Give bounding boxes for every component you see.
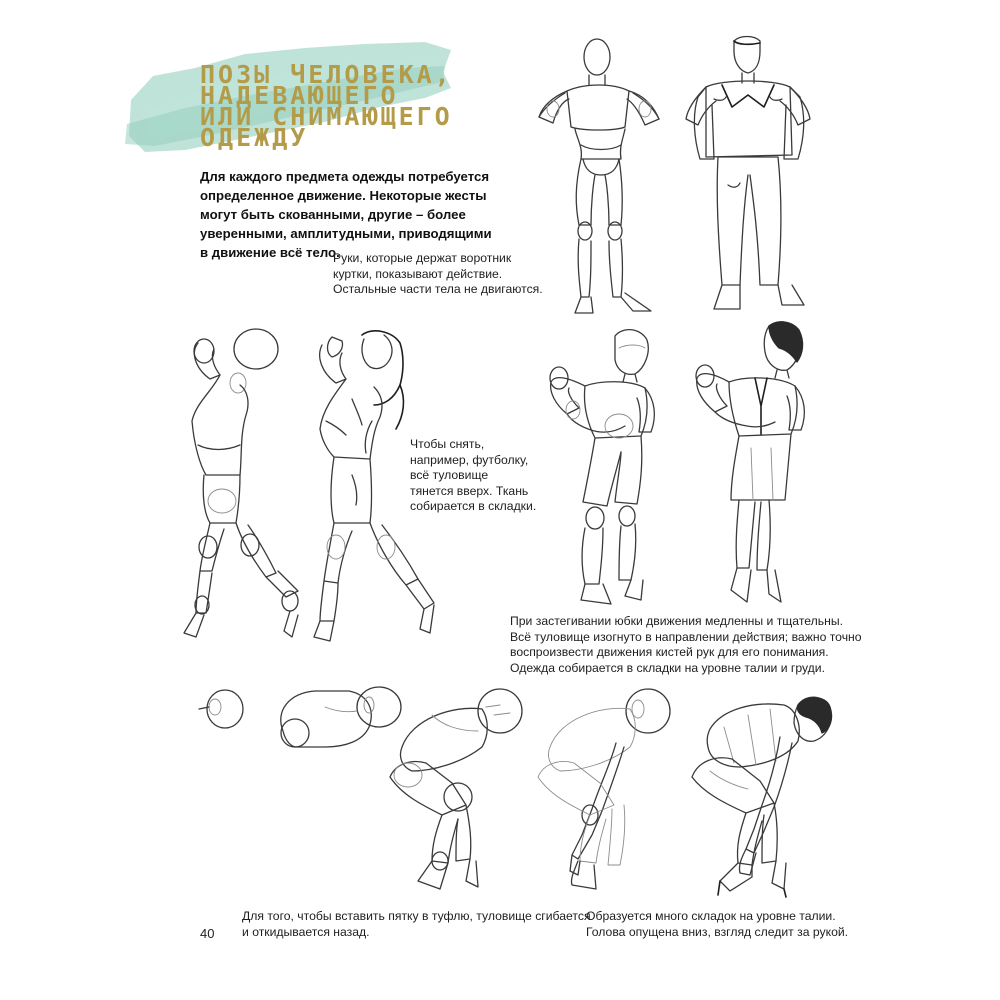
caption-line: Для того, чтобы вставить пятку в туфлю, туловище сгибается: [242, 909, 591, 923]
title-line-3: ИЛИ СНИМАЮЩЕГО: [200, 102, 453, 131]
caption-line: Остальные части тела не двигаются.: [333, 282, 543, 296]
page-title: [200, 60, 453, 152]
caption-jacket: [333, 251, 543, 298]
caption-line: например, футболку,: [410, 452, 529, 467]
caption-line: Одежда собирается в складки на уровне талии и груди.: [510, 660, 825, 675]
caption-line: Образуется много складок на уровне талии.: [586, 909, 836, 923]
figure-tshirt-woman: [312, 325, 442, 650]
title-line-1: ПОЗЫ ЧЕЛОВЕКА,: [200, 60, 453, 89]
caption-shoe: [242, 909, 591, 940]
caption-waist: [586, 909, 848, 940]
figure-jacket-man: [678, 35, 828, 320]
title-line-4: ОДЕЖДУ: [200, 123, 309, 152]
caption-line: и откидывается назад.: [242, 924, 370, 939]
caption-line: При застегивании юбки движения медленны и тщательны.: [510, 614, 843, 628]
caption-line: Чтобы снять,: [410, 437, 485, 451]
caption-line: всё туловище: [410, 468, 489, 482]
figure-shoe-woman: [680, 685, 840, 900]
caption-line: Всё туловище изогнуто в направлении действия; важно точно: [510, 629, 862, 644]
caption-skirt: [510, 614, 862, 676]
figure-shoe-mannequin-1: [382, 685, 527, 895]
caption-line: воспроизвести движения кистей рук для его понимания.: [510, 645, 829, 659]
figure-jacket-mannequin: [525, 35, 675, 320]
figure-tshirt-mannequin: [180, 325, 310, 650]
figure-skirt-woman: [695, 318, 810, 610]
figure-shoe-mannequin-2: [530, 685, 675, 895]
page-number: 40: [200, 926, 215, 941]
caption-line: собирается в складки.: [410, 499, 537, 513]
intro-paragraph: Для каждого предмета одежды потребуется определенное движение. Некоторые жесты могут быть скованными, другие – более уверенными, амплитудными, приводящими в движение всё тело.: [200, 169, 492, 260]
caption-line: Голова опущена вниз, взгляд следит за рукой.: [586, 924, 849, 939]
caption-line: тянется вверх. Ткань: [410, 483, 529, 498]
figure-skirt-mannequin: [545, 322, 675, 612]
title-line-2: НАДЕВАЮЩЕГО: [200, 81, 399, 110]
figure-head-sketch: [195, 685, 255, 735]
caption-line: куртки, показывают действие.: [333, 266, 503, 281]
caption-line: Руки, которые держат воротник: [333, 251, 512, 265]
